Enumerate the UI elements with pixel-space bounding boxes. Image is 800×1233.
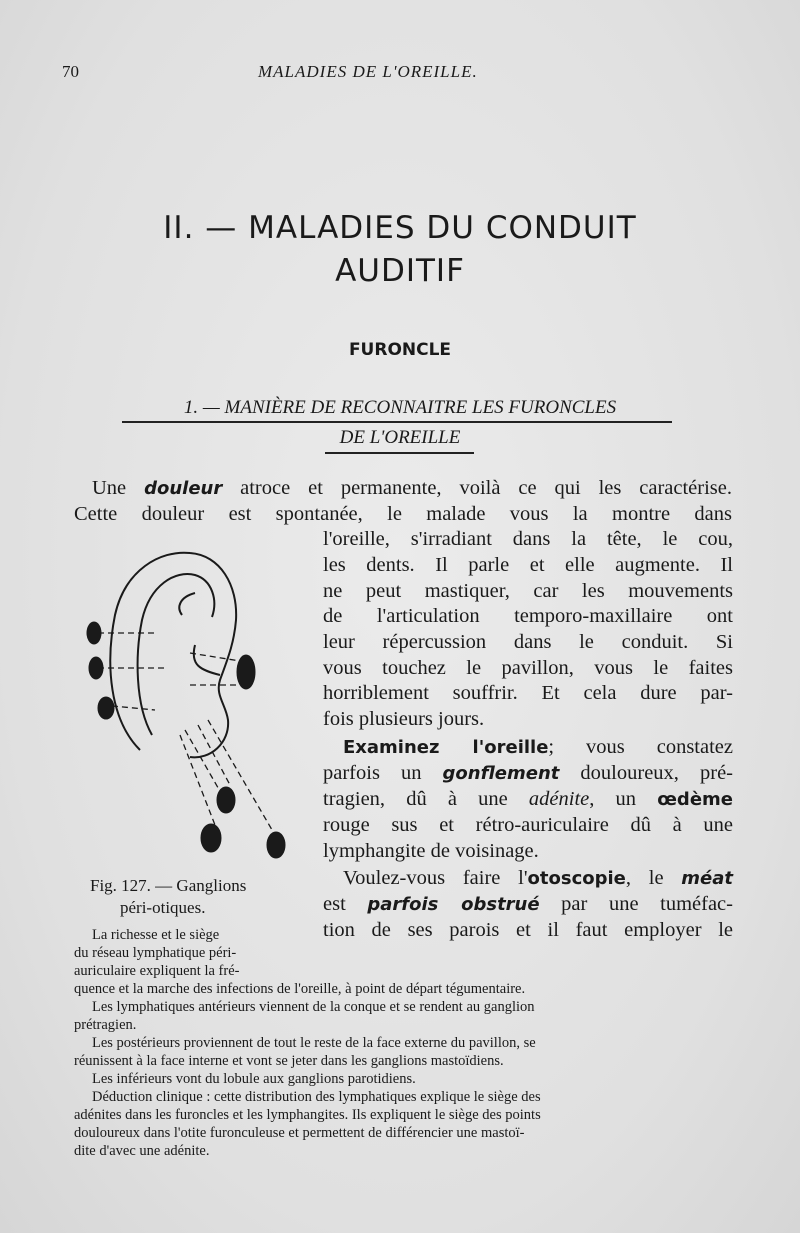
paragraph1-line: l'oreille, s'irradiant dans la tête, le cou, [323, 528, 733, 550]
mastoid-ganglion [98, 697, 114, 719]
paragraph3-line: tion de ses parois et il faut employer le [323, 919, 733, 941]
figure-caption-line2: péri-otiques. [120, 898, 206, 917]
page-number: 70 [62, 62, 79, 81]
note-line: La richesse et le siège [92, 927, 220, 943]
paragraph2-line: Examinez l'oreille; vous constatez [343, 736, 733, 758]
chapter-title-line1: II. — MALADIES DU CONDUIT [163, 210, 637, 246]
paragraph1-line: de l'articulation temporo-maxillaire ont [323, 605, 733, 627]
subsection-underline-2 [325, 452, 474, 454]
paragraph2-line: tragien, dû à une adénite, un œdème [323, 788, 733, 810]
note-line: auriculaire expliquent la fré- [74, 963, 240, 979]
subsection-underline-1 [122, 421, 672, 423]
figure-caption-line1: Fig. 127. — Ganglions [90, 876, 247, 895]
paragraph1-line: fois plusieurs jours. [323, 708, 485, 730]
paragraph2-line: lymphangite de voisinage. [323, 840, 539, 862]
paragraph1-line: ne peut mastiquer, car les mouvements [323, 580, 733, 602]
emphasis-meat: méat [681, 868, 734, 889]
paragraph1-line: horriblement souffrir. Et cela dure par- [323, 682, 733, 704]
note-line: du réseau lymphatique péri- [74, 945, 237, 961]
note-line: quence et la marche des infections de l'oreille, à point de départ tégumentaire. [74, 981, 526, 997]
tragus-curve [179, 593, 195, 615]
note-line: Déduction clinique : cette distribution des lymphatiques explique le siège des [92, 1089, 541, 1105]
note-line: adénites dans les furoncles et les lymphangites. Ils expliquent le siège des points [74, 1107, 541, 1123]
section-title: FURONCLE [348, 340, 452, 360]
paragraph3-line: Voulez-vous faire l'otoscopie, le méat [343, 867, 734, 889]
note-line: douloureux dans l'otite furonculeuse et permettent de différencier une mastoï- [74, 1125, 525, 1141]
note-line: Les lymphatiques antérieurs viennent de la conque et se rendent au ganglion [92, 999, 535, 1015]
note-line: Les inférieurs vont du lobule aux ganglions parotidiens. [92, 1071, 416, 1087]
emphasis-oedeme: œdème [657, 789, 733, 810]
chapter-title-line2: AUDITIF [335, 253, 465, 289]
paragraph2-line: rouge sus et rétro-auriculaire dû à une [323, 814, 733, 836]
emphasis-parfois-obstrue: parfois obstrué [367, 894, 540, 915]
paragraph1-line: Cette douleur est spontanée, le malade vous la montre dans [74, 503, 732, 525]
emphasis-douleur: douleur [144, 478, 223, 499]
pretragal-ganglion [237, 655, 255, 689]
running-title: MALADIES DE L'OREILLE. [258, 62, 478, 81]
subsection-title-line2: DE L'OREILLE [339, 427, 461, 448]
emphasis-examinez: Examinez l'oreille [343, 737, 549, 758]
parotid-ganglion [267, 832, 285, 858]
note-line: Les postérieurs proviennent de tout le reste de la face externe du pavillon, se [92, 1035, 536, 1051]
concha-curve [194, 645, 220, 675]
parotid-ganglion [217, 787, 235, 813]
subsection-title-line1: 1. — MANIÈRE DE RECONNAITRE LES FURONCLES [183, 397, 617, 418]
paragraph1-line: Une douleur atroce et permanente, voilà ce qui les caractérise. [92, 477, 733, 499]
ear-ganglia-figure [80, 545, 295, 875]
paragraph1-line: vous touchez le pavillon, vous le faites [323, 657, 733, 679]
mastoid-ganglion [89, 657, 103, 679]
emphasis-otoscopie: otoscopie [527, 868, 626, 889]
parotid-ganglion [201, 824, 221, 852]
note-line: réunissent à la face interne et vont se jeter dans les ganglions mastoïdiens. [74, 1053, 504, 1069]
mastoid-ganglion [87, 622, 101, 644]
note-line: prétragien. [74, 1017, 137, 1033]
ear-outline [110, 553, 236, 758]
paragraph2-line: parfois un gonflement douloureux, pré- [323, 762, 733, 784]
paragraph1-line: leur répercussion dans le conduit. Si [323, 631, 733, 653]
emphasis-gonflement: gonflement [442, 763, 560, 784]
emphasis-adenite: adénite [528, 788, 590, 810]
note-line: dite d'avec une adénite. [74, 1143, 210, 1159]
paragraph3-line: est parfois obstrué par une tuméfac- [323, 893, 733, 915]
paragraph1-line: les dents. Il parle et elle augmente. Il [323, 554, 733, 576]
